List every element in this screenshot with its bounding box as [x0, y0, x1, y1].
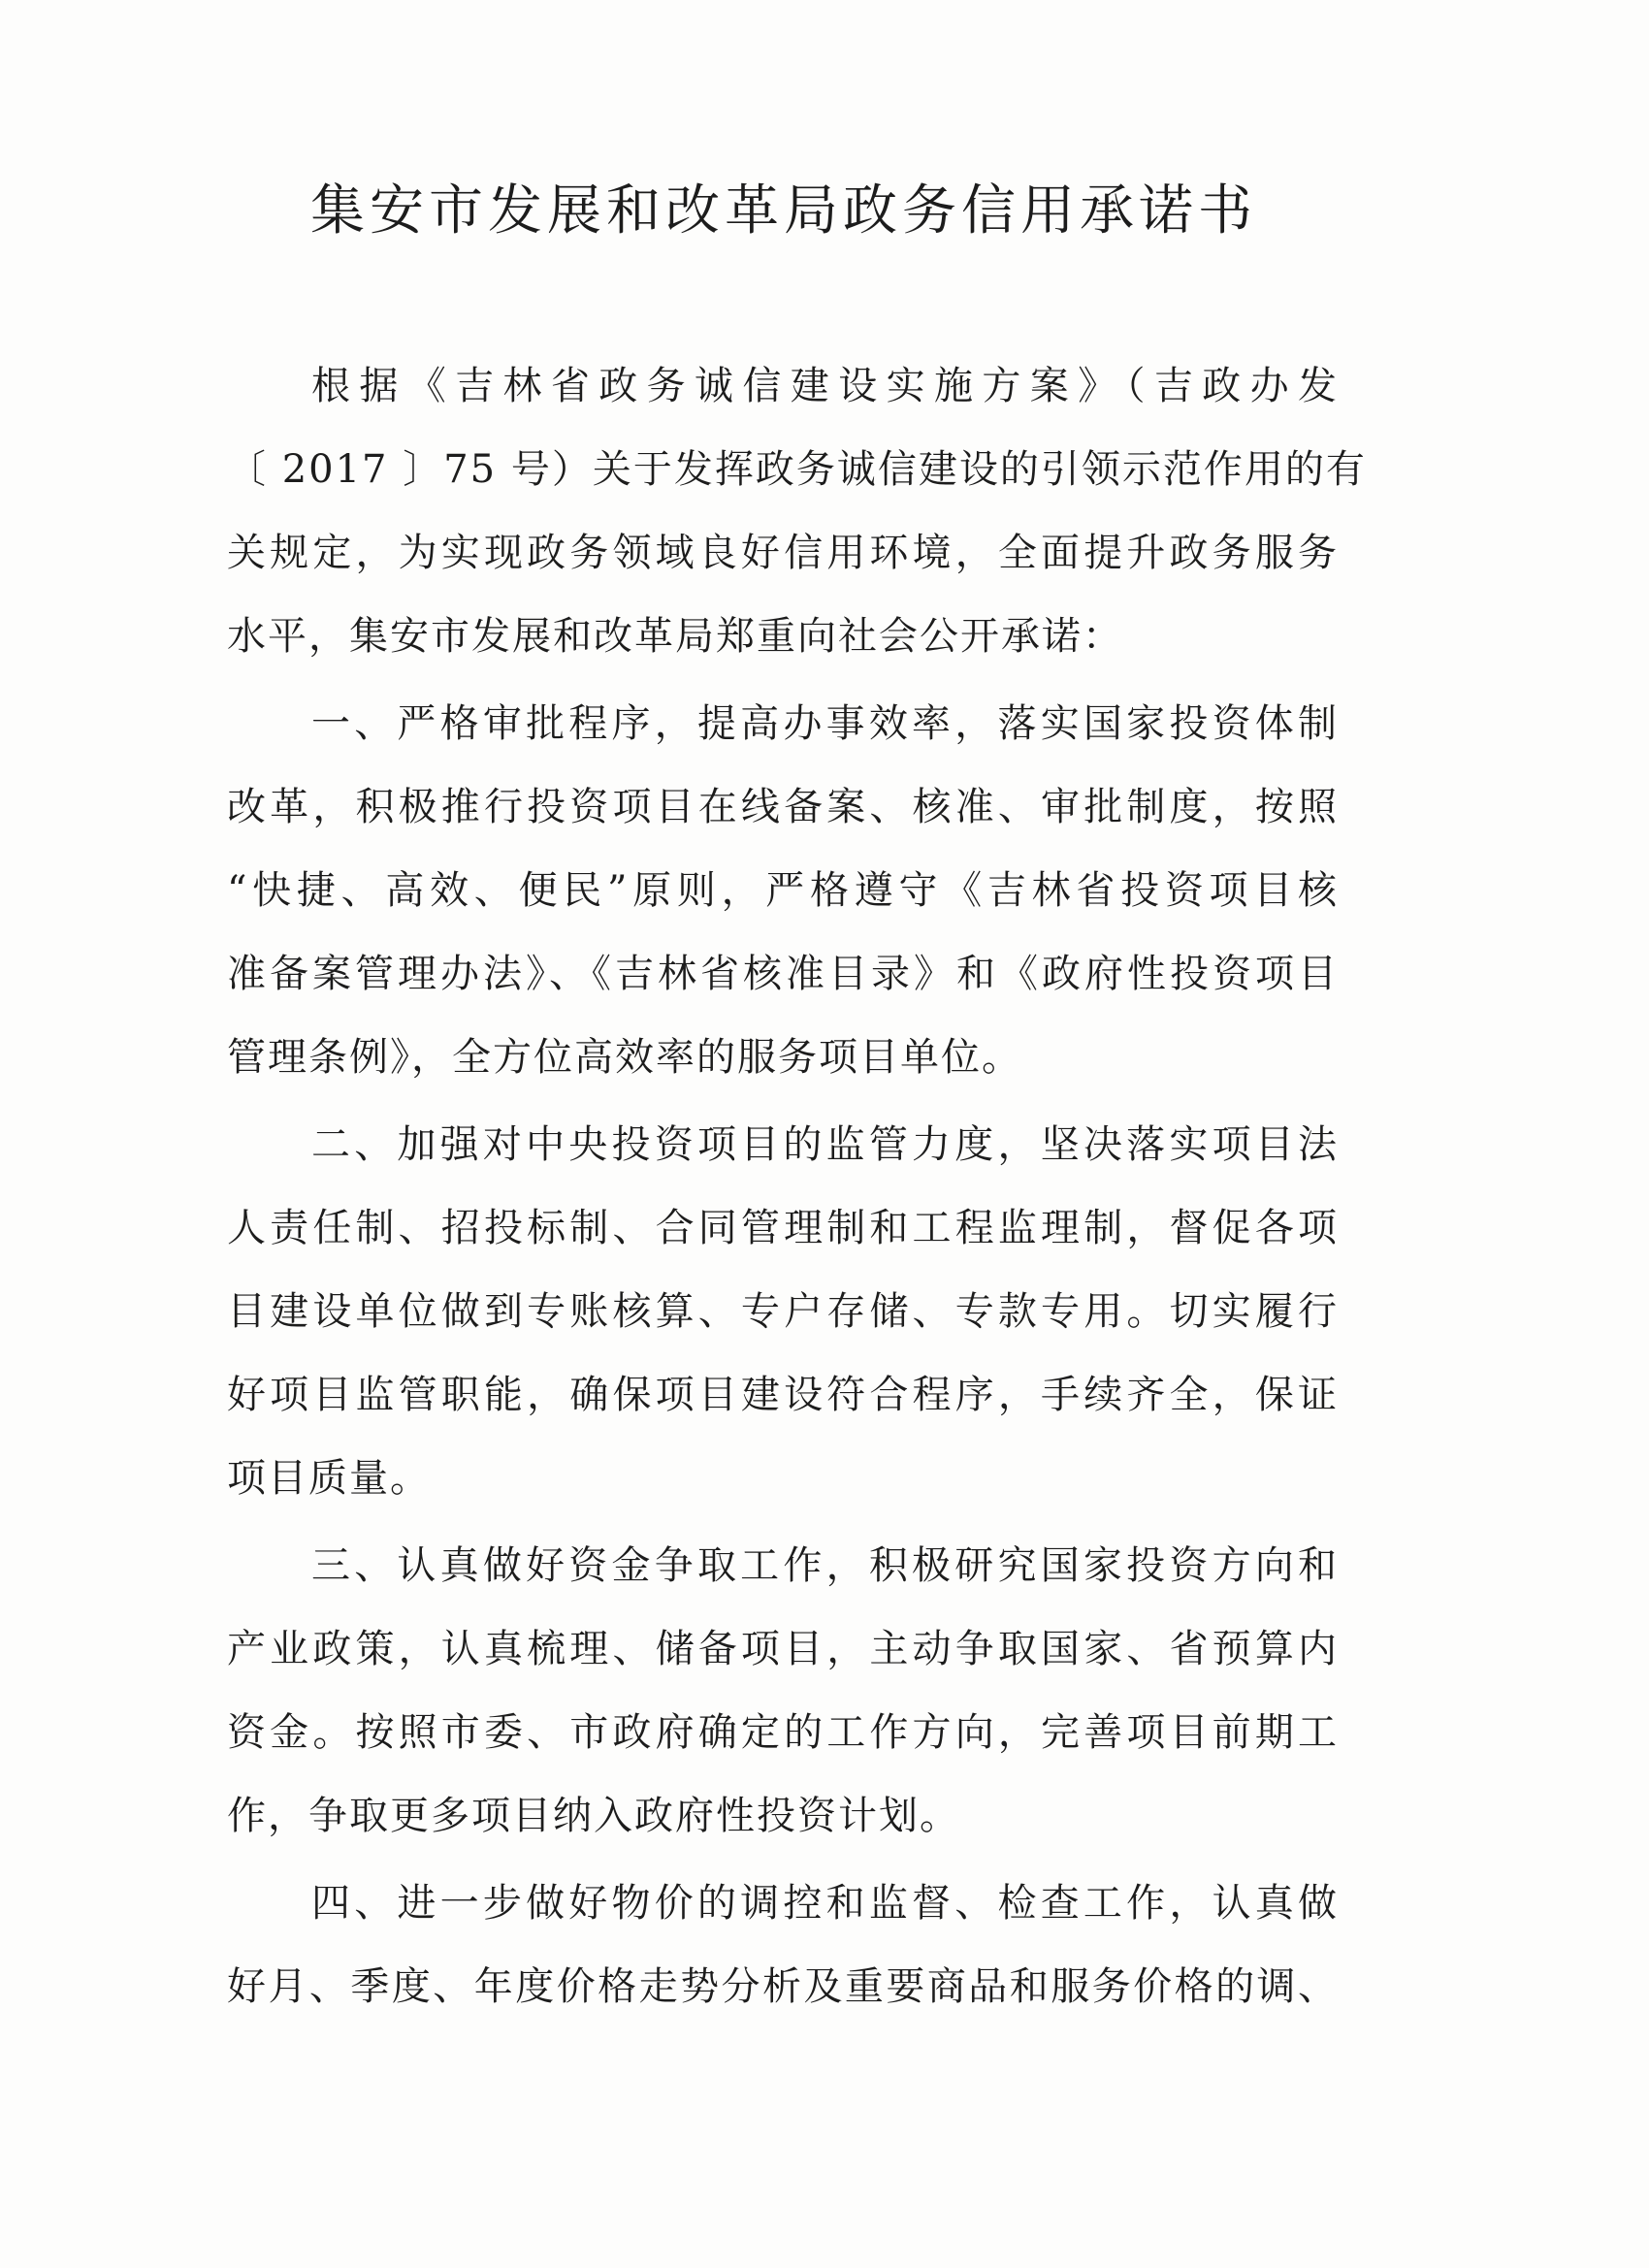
body-line: 资金。按照市委、市政府确定的工作方向，完善项目前期工	[227, 1710, 1339, 1755]
body-line: 三、认真做好资金争取工作，积极研究国家投资方向和	[311, 1543, 1339, 1588]
body-line: 产业政策，认真梳理、储备项目，主动争取国家、省预算内	[227, 1627, 1339, 1671]
document-title: 集安市发展和改革局政务信用承诺书	[310, 179, 1257, 243]
body-line: 二、加强对中央投资项目的监管力度，坚决落实项目法	[311, 1122, 1339, 1167]
body-line: 管理条例》，全方位高效率的服务项目单位。	[227, 1035, 1022, 1080]
body-line: 关规定，为实现政务领域良好信用环境，全面提升政务服务	[227, 531, 1339, 575]
body-line: 水平，集安市发展和改革局郑重向社会公开承诺：	[227, 614, 1123, 659]
paragraph-preamble	[227, 344, 1367, 678]
body-line: 好月、季度、年度价格走势分析及重要商品和服务价格的调、	[227, 1964, 1339, 2009]
body-line: 改革，积极推行投资项目在线备案、核准、审批制度，按照	[227, 785, 1339, 829]
body-line: 好项目监管职能，确保项目建设符合程序，手续齐全，保证	[227, 1373, 1339, 1417]
body-line: 作，争取更多项目纳入政府性投资计划。	[227, 1794, 960, 1838]
body-line: 一、严格审批程序，提高办事效率，落实国家投资体制	[311, 701, 1339, 746]
body-line: 〔 2017 〕75 号）关于发挥政务诚信建设的引领示范作用的有	[227, 447, 1367, 492]
paragraph-commitment-2	[227, 1103, 1339, 1520]
paragraph-commitment-3	[227, 1524, 1339, 1858]
document-body	[227, 344, 1367, 2032]
body-line: 项目质量。	[227, 1456, 431, 1501]
body-line: “快捷、高效、便民”原则，严格遵守《吉林省投资项目核	[227, 868, 1339, 913]
paragraph-commitment-1	[227, 682, 1339, 1099]
body-line: 准备案管理办法》、《吉林省核准目录》和《政府性投资项目	[227, 952, 1339, 996]
body-line: 人责任制、招投标制、合同管理制和工程监理制，督促各项	[227, 1206, 1339, 1250]
body-line: 根据《吉林省政务诚信建设实施方案》（吉政办发	[311, 364, 1339, 408]
body-line: 目建设单位做到专账核算、专户存储、专款专用。切实履行	[227, 1289, 1339, 1334]
paragraph-commitment-4	[227, 1862, 1339, 2028]
body-line: 四、进一步做好物价的调控和监督、检查工作，认真做	[311, 1881, 1339, 1926]
